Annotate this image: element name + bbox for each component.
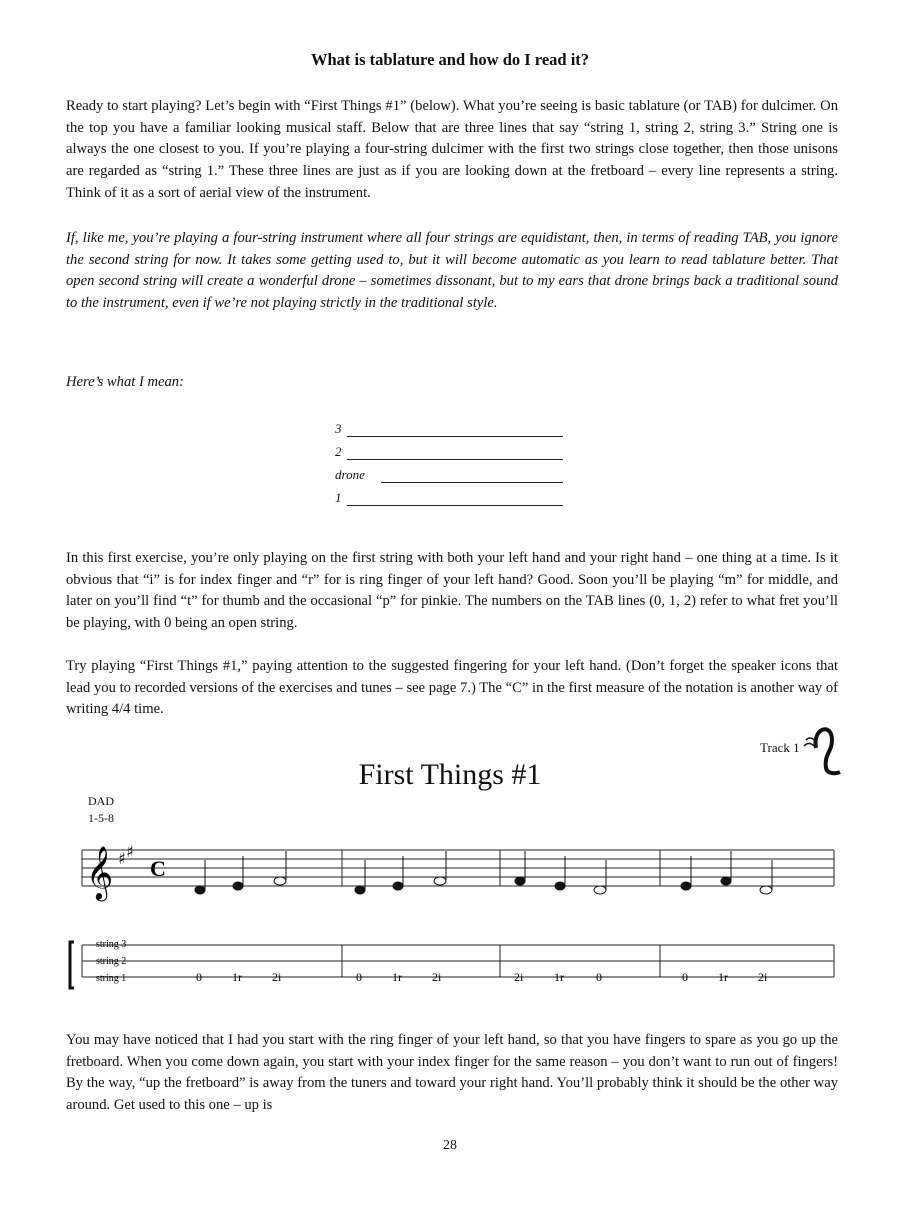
tuning-info [88, 793, 114, 827]
treble-clef: 𝄞 [86, 845, 114, 899]
tab-number: 0 [356, 970, 362, 984]
page-heading: What is tablature and how do I read it? [310, 50, 590, 69]
note [721, 877, 731, 885]
string-label: 2 [335, 444, 342, 459]
string-line [347, 436, 563, 437]
tab-number: 1r [232, 970, 242, 984]
tab-bracket [70, 942, 74, 988]
paragraph-first-exercise: In this first exercise, you’re only playing on the first string with both your left hand and your right hand – one thing at a time. Is it obvious that “i” is for index finger and “r” for is ring finger of your left hand? Good. Soon you’ll be playing “m” for middle, and later on you’ll find “t” for thumb and the occasional “p” for pinkie. The numbers on the TAB lines (0, 1, 2) refer to what fret you’ll be playing, with 0 being an open string. [66, 550, 838, 632]
string-label: 3 [335, 421, 342, 436]
note [355, 886, 365, 894]
tab-number: 2i [432, 970, 442, 984]
track-label: Track 1 [760, 740, 800, 755]
note [515, 877, 525, 885]
tab-number: 2i [758, 970, 768, 984]
string-label: 1 [335, 490, 342, 505]
tab-number: 0 [682, 970, 688, 984]
tab-number: 1r [718, 970, 728, 984]
string-line [347, 505, 563, 506]
tab-number: 1r [392, 970, 402, 984]
tab-number: 0 [196, 970, 202, 984]
tab-string-label: string 1 [96, 973, 127, 984]
tuning-ratio: 1-5-8 [88, 811, 114, 825]
note [195, 886, 205, 894]
string-line [347, 459, 563, 460]
tab-number: 2i [514, 970, 524, 984]
paragraph-try-playing: Try playing “First Things #1,” paying attention to the suggested fingering for your left hand. (Don’t forget the speaker icons that lead you to recorded versions of the exercises and tunes – see page 7.) The “C” in the first measure of the notation is another way of writing 4/4 time. [66, 658, 838, 718]
key-signature-sharp: ♯ [118, 849, 126, 868]
string-line [381, 482, 563, 483]
note [594, 886, 606, 894]
tuning-name: DAD [88, 794, 114, 808]
tab-number: 0 [596, 970, 602, 984]
note-group [195, 851, 772, 894]
tune-title: First Things #1 [358, 758, 542, 791]
string-label: drone [335, 467, 365, 482]
tab-number: 1r [554, 970, 564, 984]
notation-and-tab [0, 830, 900, 1000]
time-signature: C [150, 856, 166, 881]
page-number: 28 [443, 1138, 457, 1153]
tab-number: 2i [272, 970, 282, 984]
key-signature-sharp: ♯ [126, 842, 134, 861]
tab-string-label: string 3 [96, 939, 127, 950]
paragraph-heres-what: Here’s what I mean: [66, 374, 184, 390]
note [233, 882, 243, 890]
note [555, 882, 565, 890]
paragraph-four-string: If, like me, you’re playing a four-string instrument where all four strings are equidistant, then, in terms of reading TAB, you ignore the second string for now. It takes some getting used to, but it will become automatic as you learn to read tablature better. That open second string will create a wonderful drone – sometimes dissonant, but to my ears that drone brings back a traditional sound to the instrument, even if we’re not playing strictly in the traditional style. [66, 230, 838, 312]
note [393, 882, 403, 890]
note [434, 877, 446, 885]
tab-string-label: string 2 [96, 956, 127, 967]
paragraph-intro: Ready to start playing? Let’s begin with “First Things #1” (below). What you’re seeing is basic tablature (or TAB) for dulcimer. On the top you have a familiar looking musical staff. Below that are three lines that say “string 1, string 2, string 3.” String one is always the one closest to you. If you’re playing a four-string dulcimer with the first two strings close together, then those unisons are regarded as “string 1.” These three lines are just as if you are looking down at the fretboard – every line represents a string. Think of it as a sort of aerial view of the instrument. [66, 98, 838, 201]
paragraph-ring-finger: You may have noticed that I had you start with the ring finger of your left hand, so that you have fingers to spare as you go up the fretboard. When you come down again, you start with your index finger for the same reason – you don’t want to run out of fingers! By the way, “up the fretboard” is away from the tuners and toward your right hand. You’ll probably think it should be the other way around. Get used to this one – up is [66, 1032, 838, 1114]
note [274, 877, 286, 885]
note [760, 886, 772, 894]
note [681, 882, 691, 890]
